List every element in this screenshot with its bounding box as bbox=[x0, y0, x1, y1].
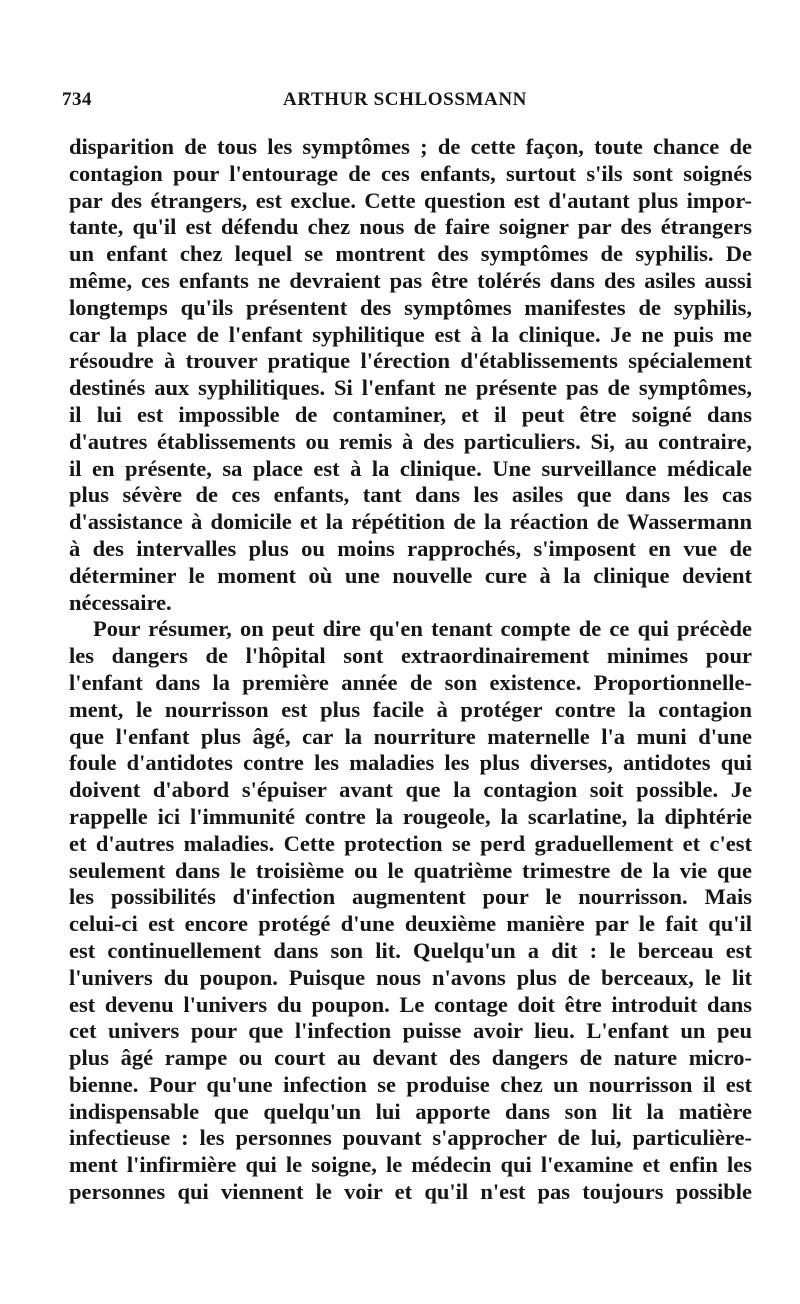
text-line: l'enfant dans la première année de son existence. Proportionnelle- bbox=[69, 669, 752, 695]
text-line: même, ces enfants ne devraient pas être tolérés dans des asiles aussi bbox=[69, 267, 752, 293]
text-line: est continuellement dans son lit. Quelqu'un a dit : le berceau est bbox=[69, 937, 752, 963]
text-line: d'assistance à domicile et la répétition de la réaction de Wassermann bbox=[69, 509, 752, 535]
text-line: seulement dans le troisième ou le quatrième trimestre de la vie que bbox=[69, 857, 752, 883]
text-line: d'autres établissements ou remis à des particuliers. Si, au contraire, bbox=[69, 428, 752, 454]
text-line: résoudre à trouver pratique l'érection d'établissements spécialement bbox=[69, 348, 752, 374]
text-line: il en présente, sa place est à la clinique. Une surveillance médicale bbox=[69, 455, 752, 481]
text-line: et d'autres maladies. Cette protection se perd graduellement et c'est bbox=[69, 830, 752, 856]
text-line: destinés aux syphilitiques. Si l'enfant ne présente pas de symptômes, bbox=[69, 375, 752, 401]
text-line: foule d'antidotes contre les maladies les plus diverses, antidotes qui bbox=[69, 750, 752, 776]
page-number: 734 bbox=[62, 89, 92, 110]
text-line: l'univers du poupon. Puisque nous n'avons plus de berceaux, le lit bbox=[69, 964, 752, 990]
text-line: contagion pour l'entourage de ces enfants, surtout s'ils sont soignés bbox=[69, 160, 752, 186]
text-line: disparition de tous les symptômes ; de cette façon, toute chance de bbox=[69, 134, 752, 159]
text-line: Pour résumer, on peut dire qu'en tenant compte de ce qui précède bbox=[93, 616, 752, 642]
text-line: à des intervalles plus ou moins rapprochés, s'imposent en vue de bbox=[69, 535, 752, 561]
text-line: les dangers de l'hôpital sont extraordinairement minimes pour bbox=[69, 643, 752, 669]
body-text bbox=[69, 134, 752, 1206]
text-line: personnes qui viennent le voir et qu'il n'est pas toujours possible bbox=[69, 1179, 752, 1205]
text-line: rappelle ici l'immunité contre la rougeole, la scarlatine, la diphtérie bbox=[69, 803, 752, 829]
text-line: indispensable que quelqu'un lui apporte dans son lit la matière bbox=[69, 1098, 752, 1124]
text-line: un enfant chez lequel se montrent des symptômes de syphilis. De bbox=[69, 241, 752, 267]
text-line: nécessaire. bbox=[69, 589, 172, 615]
text-line: tante, qu'il est défendu chez nous de faire soigner par des étrangers bbox=[69, 214, 752, 240]
text-line: cet univers pour que l'infection puisse avoir lieu. L'enfant un peu bbox=[69, 1018, 752, 1044]
paragraph-2 bbox=[69, 616, 752, 1206]
paragraph-1 bbox=[69, 134, 752, 616]
text-line: bienne. Pour qu'une infection se produise chez un nourrisson il est bbox=[69, 1071, 752, 1097]
text-line: par des étrangers, est exclue. Cette question est d'autant plus impor- bbox=[69, 187, 752, 213]
text-line: plus sévère de ces enfants, tant dans les asiles que dans les cas bbox=[69, 482, 752, 508]
text-line: les possibilités d'infection augmentent pour le nourrisson. Mais bbox=[69, 884, 752, 910]
text-line: infectieuse : les personnes pouvant s'approcher de lui, particulière- bbox=[69, 1125, 752, 1151]
text-line: celui-ci est encore protégé d'une deuxième manière par le fait qu'il bbox=[69, 911, 752, 937]
page-header bbox=[62, 89, 748, 117]
text-line: longtemps qu'ils présentent des symptômes manifestes de syphilis, bbox=[69, 294, 752, 320]
text-line: ment l'infirmière qui le soigne, le médecin qui l'examine et enfin les bbox=[69, 1152, 752, 1178]
text-line: doivent d'abord s'épuiser avant que la contagion soit possible. Je bbox=[69, 777, 752, 803]
running-head: ARTHUR SCHLOSSMANN bbox=[283, 89, 527, 110]
text-line: déterminer le moment où une nouvelle cure à la clinique devient bbox=[69, 562, 752, 588]
text-line: que l'enfant plus âgé, car la nourriture maternelle l'a muni d'une bbox=[69, 723, 752, 749]
text-line: est devenu l'univers du poupon. Le contage doit être introduit dans bbox=[69, 991, 752, 1017]
text-line: car la place de l'enfant syphilitique est à la clinique. Je ne puis me bbox=[69, 321, 752, 347]
text-line: il lui est impossible de contaminer, et il peut être soigné dans bbox=[69, 401, 752, 427]
text-line: plus âgé rampe ou court au devant des dangers de nature micro- bbox=[69, 1045, 752, 1071]
text-line: ment, le nourrisson est plus facile à protéger contre la contagion bbox=[69, 696, 752, 722]
